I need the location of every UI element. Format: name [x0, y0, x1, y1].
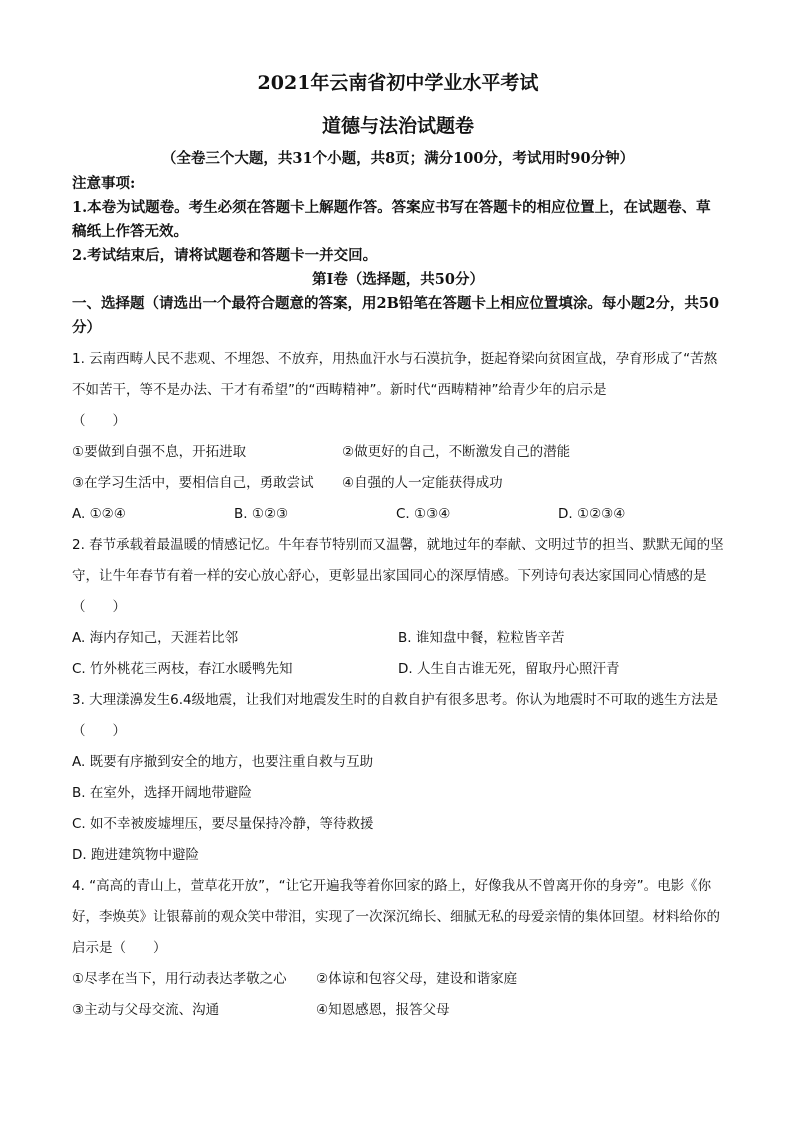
- q2-option-b: B. 谁知盘中餐，粒粒皆辛苦: [398, 630, 565, 646]
- q2-option-c: C. 竹外桃花三两枝，春江水暖鸭先知: [72, 661, 293, 677]
- notes-heading: 注意事项:: [72, 175, 136, 192]
- section-title: 第Ⅰ卷（选择题，共50分）: [312, 271, 484, 288]
- q1-statement-3: ③在学习生活中，要相信自己，勇敢尝试: [72, 475, 314, 491]
- q1-option-c: C. ①③④: [396, 506, 451, 522]
- question-2-options-row-1: [72, 623, 724, 654]
- q2-option-a: A. 海内存知己，天涯若比邻: [72, 630, 239, 646]
- exam-info: （全卷三个大题，共31个小题，共8页；满分100分，考试用时90分钟）: [161, 150, 635, 167]
- question-4-statements-row-1: [72, 964, 724, 995]
- question-1-options: [72, 499, 724, 530]
- question-3-stem: 3. 大理漾濞发生6.4级地震，让我们对地震发生时的自救自护有很多思考。你认为地震时不可取的逃生方法是（ ）: [72, 692, 719, 739]
- q4-statement-2: ②体谅和包容父母，建设和谐家庭: [316, 971, 518, 987]
- exam-title: 2021年云南省初中学业水平考试: [257, 72, 539, 94]
- q3-option-a: A. 既要有序撤到安全的地方，也要注重自救与互助: [72, 754, 374, 770]
- notes-item-1: 1.本卷为试题卷。考生必须在答题卡上解题作答。答案应书写在答题卡的相应位置上，在试题卷、草稿纸上作答无效。: [72, 199, 711, 240]
- notes-item-2: 2.考试结束后，请将试题卷和答题卡一并交回。: [72, 247, 378, 264]
- exam-subtitle: 道德与法治试题卷: [321, 115, 474, 137]
- q4-statement-1: ①尽孝在当下，用行动表达孝敬之心: [72, 971, 287, 987]
- q3-option-c: C. 如不幸被废墟埋压，要尽量保持冷静，等待救援: [72, 816, 374, 832]
- question-1-statements-row-2: [72, 468, 724, 499]
- exam-page: [72, 60, 724, 1026]
- q1-statement-2: ②做更好的自己，不断激发自己的潜能: [342, 444, 571, 460]
- q2-option-d: D. 人生自古谁无死，留取丹心照汗青: [398, 661, 620, 677]
- q3-option-b: B. 在室外，选择开阔地带避险: [72, 785, 252, 801]
- q1-statement-4: ④自强的人一定能获得成功: [342, 475, 503, 491]
- q1-option-b: B. ①②③: [234, 506, 289, 522]
- q1-statement-1: ①要做到自强不息，开拓进取: [72, 444, 247, 460]
- q1-option-a: A. ①②④: [72, 506, 126, 522]
- q4-statement-3: ③主动与父母交流、沟通: [72, 1002, 220, 1018]
- q4-statement-4: ④知恩感恩，报答父母: [316, 1002, 450, 1018]
- question-1-statements-row-1: [72, 437, 724, 468]
- question-4-statements-row-2: [72, 995, 724, 1026]
- question-2-options-row-2: [72, 654, 724, 685]
- question-1-blank: （ ）: [72, 413, 126, 429]
- question-4-stem: 4. “高高的青山上，萱草花开放”，“让它开遍我等着你回家的路上，好像我从不曾离开你的身旁”。电影《你好，李焕英》让银幕前的观众笑中带泪，实现了一次深沉绵长、细腻无私的母爱亲情的集体回望。材料给你的启示是（ ）: [72, 878, 720, 956]
- question-1-stem: 1. 云南西畴人民不悲观、不埋怨、不放弃，用热血汗水与石漠抗争，挺起脊梁向贫困宣战，孕育形成了“苦熬不如苦干，等不是办法、干才有希望”的“西畴精神”。新时代“西畴精神”给青少年的启示是: [72, 351, 718, 398]
- question-2-stem: 2. 春节承载着最温暖的情感记忆。牛年春节特别而又温馨，就地过年的奉献、文明过节的担当、默默无闻的坚守，让牛年春节有着一样的安心放心舒心，更彰显出家国同心的深厚情感。下列诗句表达家国同心情感的是（ ）: [72, 537, 724, 615]
- q1-option-d: D. ①②③④: [558, 506, 626, 522]
- q3-option-d: D. 跑进建筑物中避险: [72, 847, 199, 863]
- section-instruction: 一、选择题（请选出一个最符合题意的答案，用2B铅笔在答题卡上相应位置填涂。每小题2分，共50分）: [72, 295, 720, 336]
